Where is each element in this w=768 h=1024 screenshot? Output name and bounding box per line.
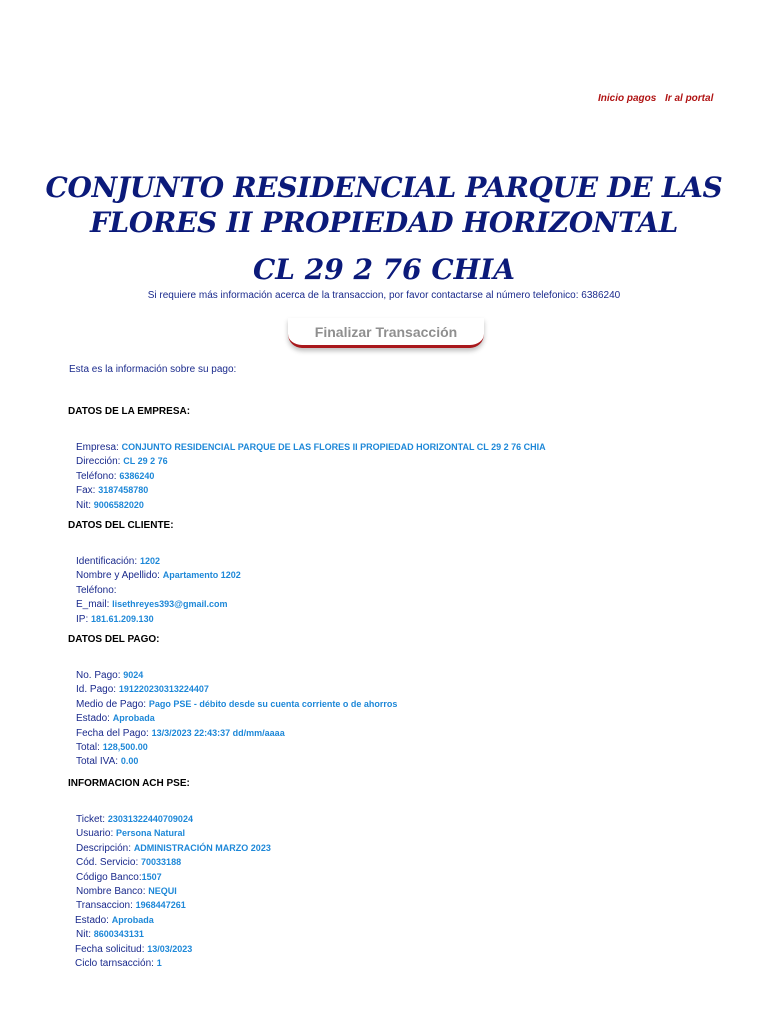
empresa-section: [68, 405, 748, 512]
usuario-field-row: [68, 826, 748, 840]
ach-pse-heading: INFORMACION ACH PSE:: [68, 778, 190, 789]
telefono-field-row: [68, 469, 748, 483]
field-label: Id. Pago:: [76, 684, 119, 696]
field-label: Total IVA:: [76, 756, 121, 768]
telefono-cliente-field-row: [68, 583, 748, 597]
empresa-field-row: [68, 440, 748, 454]
field-label: Dirección:: [76, 456, 124, 468]
transaccion-field-row: [68, 898, 748, 912]
field-value: 3187458780: [98, 485, 149, 496]
fecha-solicitud-field-row: [68, 942, 748, 956]
field-value: lisethreyes393@gmail.com: [112, 599, 228, 610]
direccion-field-row: [68, 454, 748, 468]
field-value: CL 29 2 76: [123, 456, 168, 467]
field-value: NEQUI: [148, 885, 177, 896]
fecha-pago-field-row: [68, 726, 748, 740]
field-label: Teléfono:: [76, 584, 117, 596]
field-label: Nit:: [76, 929, 94, 941]
field-value: Aprobada: [112, 713, 155, 724]
cod-servicio-field-row: [68, 855, 748, 869]
contact-info-text: Si requiere más información acerca de la transaccion, por favor contactarse al número telefonico: 6386240: [147, 290, 621, 301]
field-label: Ticket:: [76, 814, 108, 825]
total-field-row: [68, 740, 748, 754]
inicio-pagos-link[interactable]: Inicio pagos: [598, 93, 657, 104]
page-title: CONJUNTO RESIDENCIAL PARQUE DE LAS FLORES II PROPIEDAD HORIZONTAL: [45, 171, 723, 239]
field-value: Pago PSE - débito desde su cuenta corriente o de ahorros: [148, 698, 398, 709]
email-field-row: [68, 597, 748, 611]
field-label: Código Banco:: [76, 871, 142, 883]
ticket-field-row: [68, 812, 748, 826]
field-label: Descripción:: [76, 842, 134, 854]
ach-pse-section: [68, 777, 748, 970]
field-value: 128,500.00: [102, 741, 148, 752]
ach-pse-fields: [68, 812, 748, 970]
nombre-banco-field-row: [68, 884, 748, 898]
fax-field-row: [68, 483, 748, 497]
field-value: 13/3/2023 22:43:37 dd/mm/aaaa: [151, 727, 285, 738]
field-label: Medio de Pago:: [76, 698, 149, 710]
field-value: 9024: [123, 670, 144, 680]
field-value: 8600343131: [93, 929, 144, 940]
nombre-field-row: [68, 568, 748, 582]
field-label: Transaccion:: [76, 900, 136, 912]
ip-field-row: [68, 612, 748, 626]
field-value: 6386240: [119, 470, 155, 481]
field-value: 13/03/2023: [147, 943, 193, 954]
field-label: Empresa:: [76, 442, 122, 453]
field-label: Ciclo tarnsacción:: [75, 957, 157, 969]
field-label: Fax:: [76, 485, 99, 497]
field-value: 0.00: [120, 756, 139, 767]
ir-al-portal-link[interactable]: Ir al portal: [665, 93, 714, 104]
field-label: Usuario:: [76, 828, 117, 840]
payment-info-intro: Esta es la información sobre su pago:: [69, 364, 237, 375]
field-label: Nit:: [76, 499, 94, 511]
identificacion-field-row: [68, 554, 748, 568]
cliente-section: [68, 519, 748, 626]
nit-field-row: [68, 498, 748, 512]
field-value: 23031322440709024: [107, 814, 193, 824]
cliente-fields: [68, 554, 748, 626]
nit-ach-field-row: [68, 927, 748, 941]
field-value: 1202: [139, 556, 160, 566]
medio-pago-field-row: [68, 697, 748, 711]
field-value: Persona Natural: [116, 828, 186, 839]
field-label: Teléfono:: [76, 470, 120, 482]
field-label: Estado:: [75, 914, 112, 926]
field-label: Cód. Servicio:: [76, 857, 142, 869]
no-pago-field-row: [68, 668, 748, 682]
field-value: ADMINISTRACIÓN MARZO 2023: [133, 842, 271, 853]
estado-ach-field-row: [68, 913, 748, 927]
empresa-fields: [68, 440, 748, 512]
estado-pago-field-row: [68, 711, 748, 725]
company-address-title: CL 29 2 76 CHIA: [253, 253, 515, 286]
ciclo-transaccion-field-row: [68, 956, 748, 970]
field-value: 191220230313224407: [118, 684, 209, 695]
field-label: IP:: [76, 613, 92, 625]
field-value: 1507: [141, 871, 162, 882]
field-value: 1: [156, 957, 162, 968]
field-value: Apartamento 1202: [162, 570, 241, 581]
finalizar-transaccion-button[interactable]: Finalizar Transacción: [288, 318, 484, 348]
total-iva-field-row: [68, 754, 748, 768]
descripcion-field-row: [68, 841, 748, 855]
top-nav: [0, 93, 768, 109]
field-label: Nombre y Apellido:: [76, 570, 163, 582]
codigo-banco-field-row: [68, 870, 748, 884]
pago-fields: [68, 668, 748, 769]
empresa-heading: DATOS DE LA EMPRESA:: [68, 406, 191, 417]
field-label: No. Pago:: [76, 670, 124, 681]
cliente-heading: DATOS DEL CLIENTE:: [68, 520, 174, 531]
field-label: Identificación:: [76, 556, 140, 567]
field-value: 70033188: [141, 857, 182, 868]
pago-heading: DATOS DEL PAGO:: [68, 634, 160, 645]
field-label: Nombre Banco:: [76, 885, 149, 897]
field-label: E_mail:: [76, 599, 113, 611]
field-value: 9006582020: [93, 499, 144, 510]
field-value: Aprobada: [111, 914, 154, 925]
pago-section: [68, 633, 748, 769]
field-label: Fecha del Pago:: [76, 727, 152, 739]
field-label: Total:: [76, 741, 103, 753]
field-value: 181.61.209.130: [91, 613, 154, 624]
field-value: 1968447261: [135, 900, 186, 911]
id-pago-field-row: [68, 682, 748, 696]
field-value: CONJUNTO RESIDENCIAL PARQUE DE LAS FLORES II PROPIEDAD HORIZONTAL CL 29 2 76 CHIA: [121, 442, 546, 452]
field-label: Estado:: [76, 713, 113, 725]
field-label: Fecha solicitud:: [75, 943, 148, 955]
